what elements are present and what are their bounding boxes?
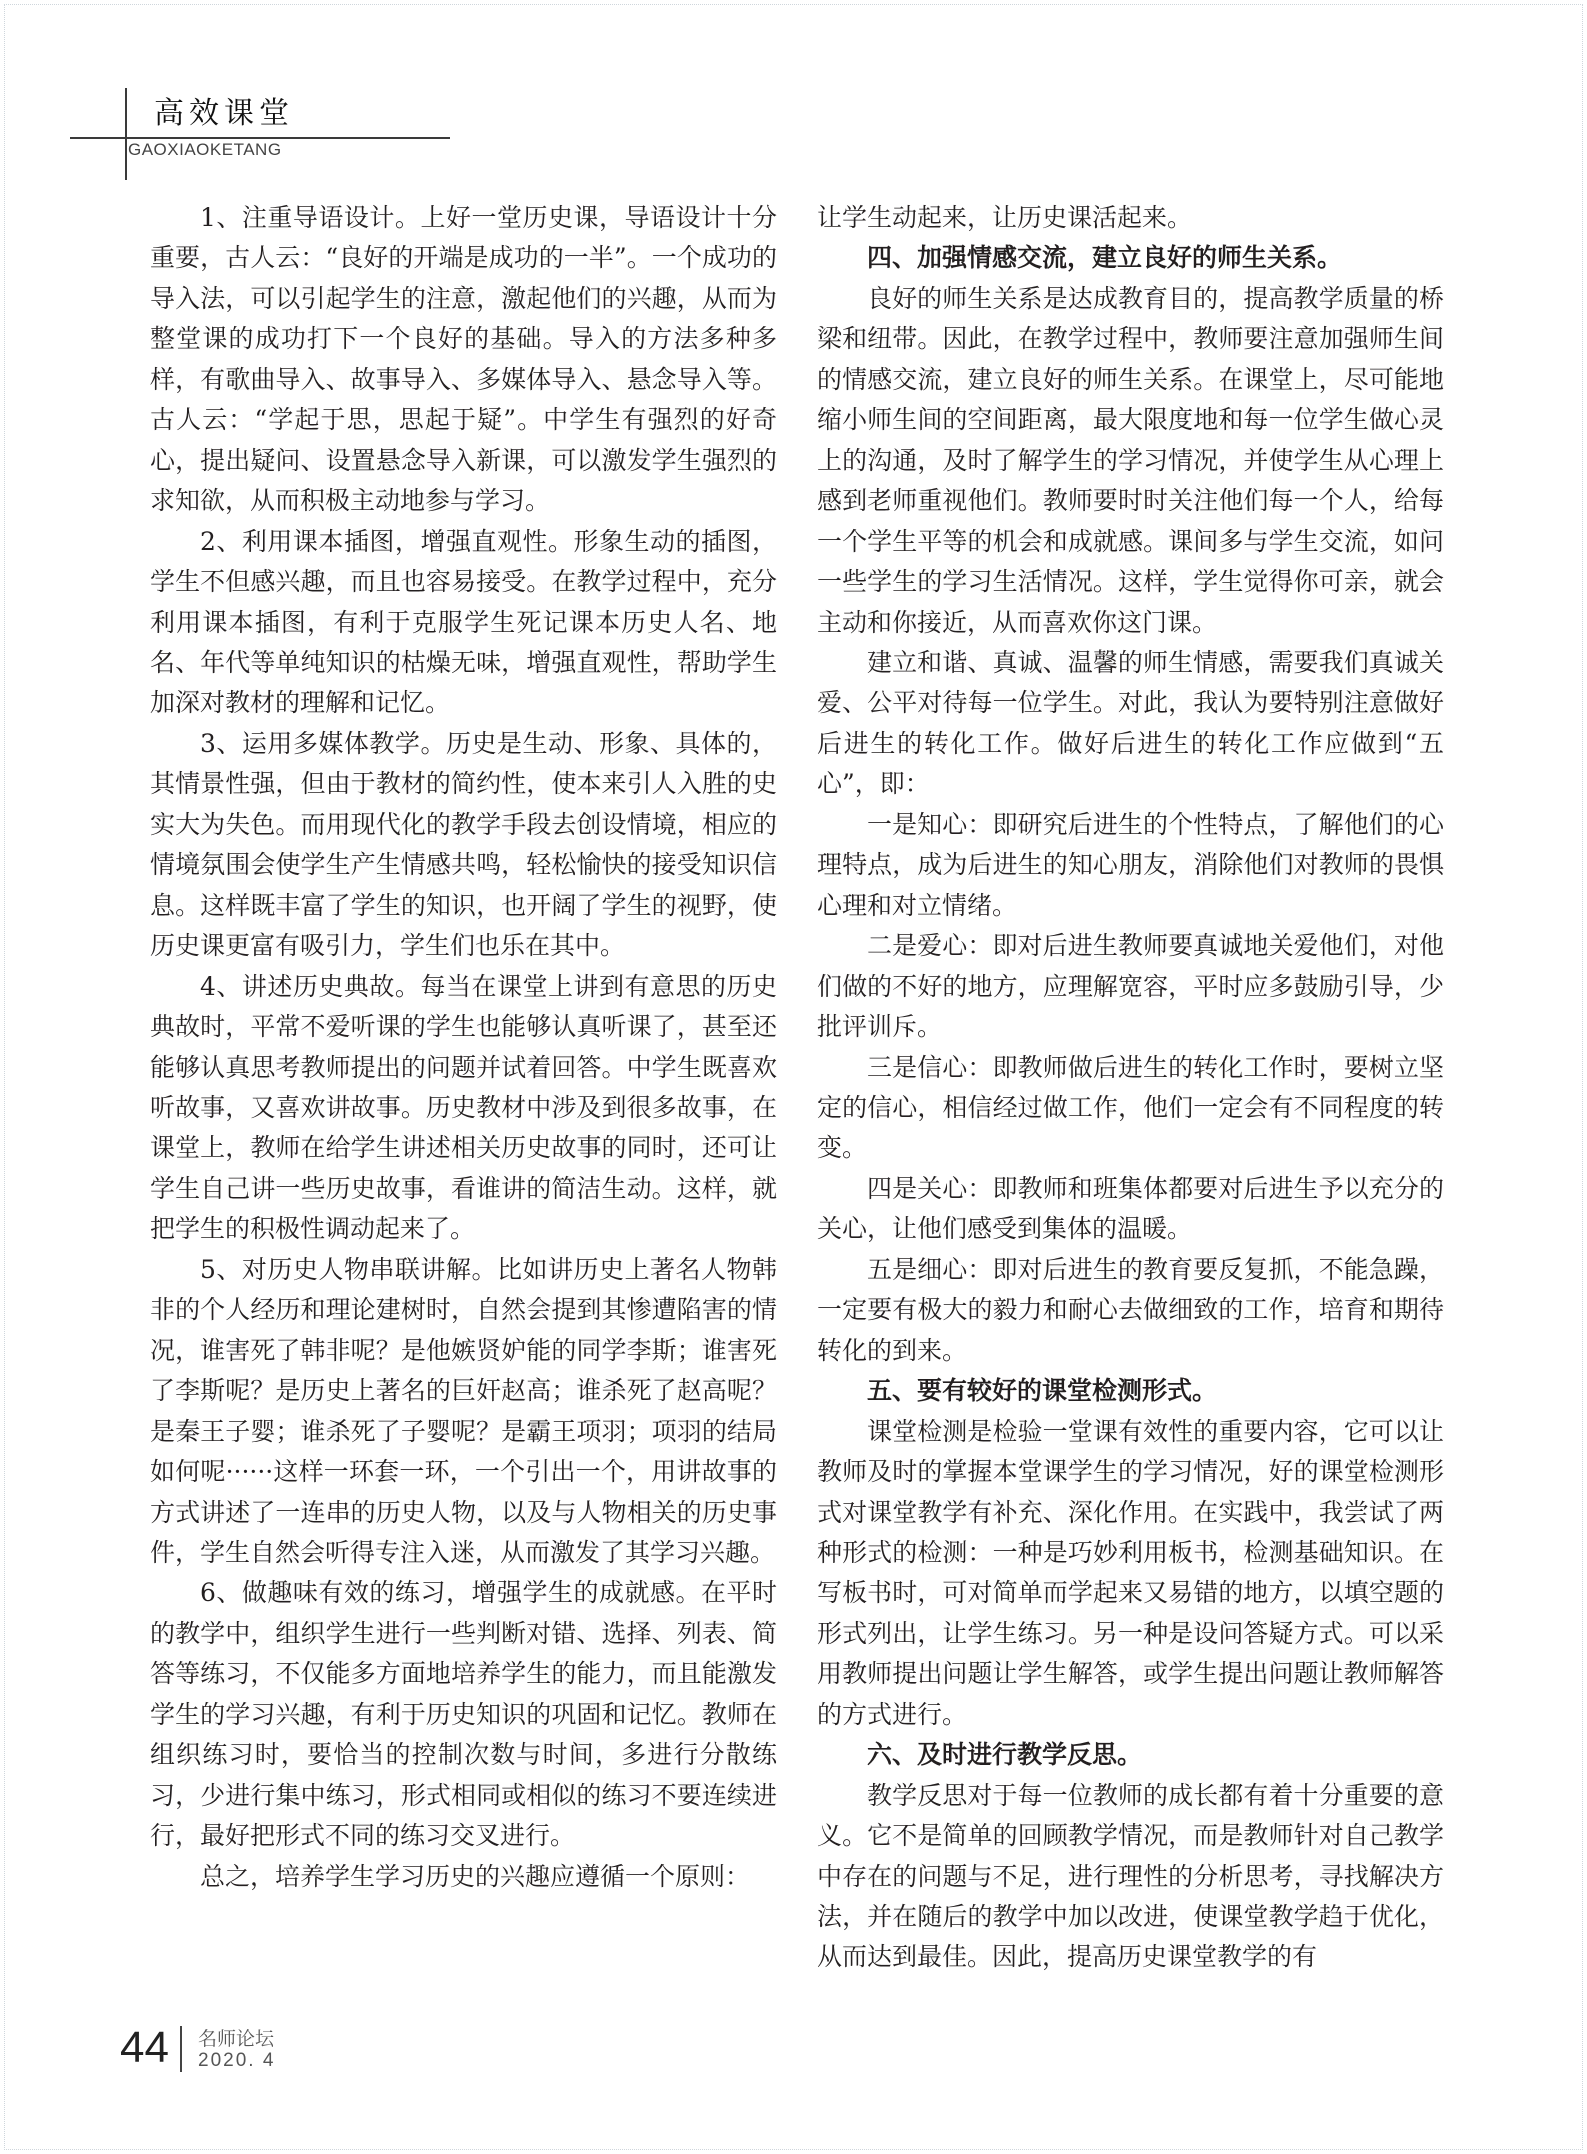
section-heading: 六、及时进行教学反思。: [867, 1740, 1143, 1770]
paragraph: 五是细心：即对后进生的教育要反复抓，不能急躁，一定要有极大的毅力和耐心去做细致的工作，培育和期待转化的到来。: [817, 1254, 1444, 1365]
page-number: 44: [120, 2023, 169, 2072]
right-column: [817, 198, 1444, 1978]
paragraph: 三是信心：即教师做后进生的转化工作时，要树立坚定的信心，相信经过做工作，他们一定会有不同程度的转变。: [817, 1052, 1444, 1163]
header-horizontal-rule: [70, 137, 450, 139]
paragraph: 课堂检测是检验一堂课有效性的重要内容，它可以让教师及时的掌握本堂课学生的学习情况，好的课堂检测形式对课堂教学有补充、深化作用。在实践中，我尝试了两种形式的检测：一种是巧妙利用板书，检测基础知识。在写板书时，可对简单而学起来又易错的地方，以填空题的形式列出，让学生练习。另一种是设问答疑方式。可以采用教师提出问题让学生解答，或学生提出问题让教师解答的方式进行。: [817, 1416, 1444, 1729]
section-title-pinyin: GAOXIAOKETANG: [128, 140, 282, 159]
footer-divider: [180, 2026, 182, 2072]
header-vertical-rule: [125, 88, 127, 180]
paragraph: 良好的师生关系是达成教育目的，提高教学质量的桥梁和纽带。因此，在教学过程中，教师要注意加强师生间的情感交流，建立良好的师生关系。在课堂上，尽可能地缩小师生间的空间距离，最大限度地和每一位学生做心灵上的沟通，及时了解学生的学习情况，并使学生从心理上感到老师重视他们。教师要时时关注他们每一个人，给每一个学生平等的机会和成就感。课间多与学生交流，如问一些学生的学习生活情况。这样，学生觉得你可亲，就会主动和你接近，从而喜欢你这门课。: [817, 283, 1444, 637]
paragraph-continued: 让学生动起来，让历史课活起来。: [817, 203, 1193, 232]
paragraph: 1、注重导语设计。上好一堂历史课，导语设计十分重要，古人云：“良好的开端是成功的一半”。一个成功的导入法，可以引起学生的注意，激起他们的兴趣，从而为整堂课的成功打下一个良好的基础。导入的方法多种多样，有歌曲导入、故事导入、多媒体导入、悬念导入等。古人云：“学起于思，思起于疑”。中学生有强烈的好奇心，提出疑问、设置悬念导入新课，可以激发学生强烈的求知欲，从而积极主动地参与学习。: [150, 203, 777, 516]
paragraph: 5、对历史人物串联讲解。比如讲历史上著名人物韩非的个人经历和理论建树时，自然会提到其惨遭陷害的情况，谁害死了韩非呢？是他嫉贤妒能的同学李斯；谁害死了李斯呢？是历史上著名的巨奸赵高；谁杀死了赵高呢？是秦王子婴；谁杀死了子婴呢？是霸王项羽；项羽的结局如何呢······这样一环套一环，一个引出一个，用讲故事的方式讲述了一连串的历史人物，以及与人物相关的历史事件，学生自然会听得专注入迷，从而激发了其学习兴趣。: [150, 1254, 777, 1567]
section-heading: 五、要有较好的课堂检测形式。: [867, 1376, 1218, 1406]
paragraph: 2、利用课本插图，增强直观性。形象生动的插图，学生不但感兴趣，而且也容易接受。在教学过程中，充分利用课本插图，有利于克服学生死记课本历史人名、地名、年代等单纯知识的枯燥无味，增强直观性，帮助学生加深对教材的理解和记忆。: [150, 526, 777, 718]
paragraph: 4、讲述历史典故。每当在课堂上讲到有意思的历史典故时，平常不爱听课的学生也能够认真听课了，甚至还能够认真思考教师提出的问题并试着回答。中学生既喜欢听故事，又喜欢讲故事。历史教材中涉及到很多故事，在课堂上，教师在给学生讲述相关历史故事的同时，还可让学生自己讲一些历史故事，看谁讲的简洁生动。这样，就把学生的积极性调动起来了。: [150, 971, 777, 1244]
paragraph: 二是爱心：即对后进生教师要真诚地关爱他们，对他们做的不好的地方，应理解宽容，平时应多鼓励引导，少批评训斥。: [817, 931, 1444, 1042]
section-heading: 四、加强情感交流，建立良好的师生关系。: [867, 243, 1343, 273]
section-title: 高效课堂: [154, 96, 294, 131]
paragraph: 总之，培养学生学习历史的兴趣应遵循一个原则：: [200, 1861, 751, 1891]
paragraph: 教学反思对于每一位教师的成长都有着十分重要的意义。它不是简单的回顾教学情况，而是教师针对自己教学中存在的问题与不足，进行理性的分析思考，寻找解决方法，并在随后的教学中加以改进，使课堂教学趋于优化，从而达到最佳。因此，提高历史课堂教学的有: [817, 1780, 1444, 1972]
paragraph: 6、做趣味有效的练习，增强学生的成就感。在平时的教学中，组织学生进行一些判断对错、选择、列表、简答等练习，不仅能多方面地培养学生的能力，而且能激发学生的学习兴趣，有利于历史知识的巩固和记忆。教师在组织练习时，要恰当的控制次数与时间，多进行分散练习，少进行集中练习，形式相同或相似的练习不要连续进行，最好把形式不同的练习交叉进行。: [150, 1578, 777, 1851]
left-column: [150, 198, 777, 1897]
issue-date: 2020. 4: [198, 2050, 276, 2071]
paragraph: 四是关心：即教师和班集体都要对后进生予以充分的关心，让他们感受到集体的温暖。: [817, 1173, 1444, 1244]
paragraph: 3、运用多媒体教学。历史是生动、形象、具体的，其情景性强，但由于教材的简约性，使本来引人入胜的史实大为失色。而用现代化的教学手段去创设情境，相应的情境氛围会使学生产生情感共鸣，轻松愉快的接受知识信息。这样既丰富了学生的知识，也开阔了学生的视野，使历史课更富有吸引力，学生们也乐在其中。: [150, 728, 777, 961]
magazine-name: 名师论坛: [198, 2028, 275, 2050]
paragraph: 建立和谐、真诚、温馨的师生情感，需要我们真诚关爱、公平对待每一位学生。对此，我认为要特别注意做好后进生的转化工作。做好后进生的转化工作应做到“五心”，即：: [817, 647, 1444, 799]
paragraph: 一是知心：即研究后进生的个性特点，了解他们的心理特点，成为后进生的知心朋友，消除他们对教师的畏惧心理和对立情绪。: [817, 809, 1444, 920]
